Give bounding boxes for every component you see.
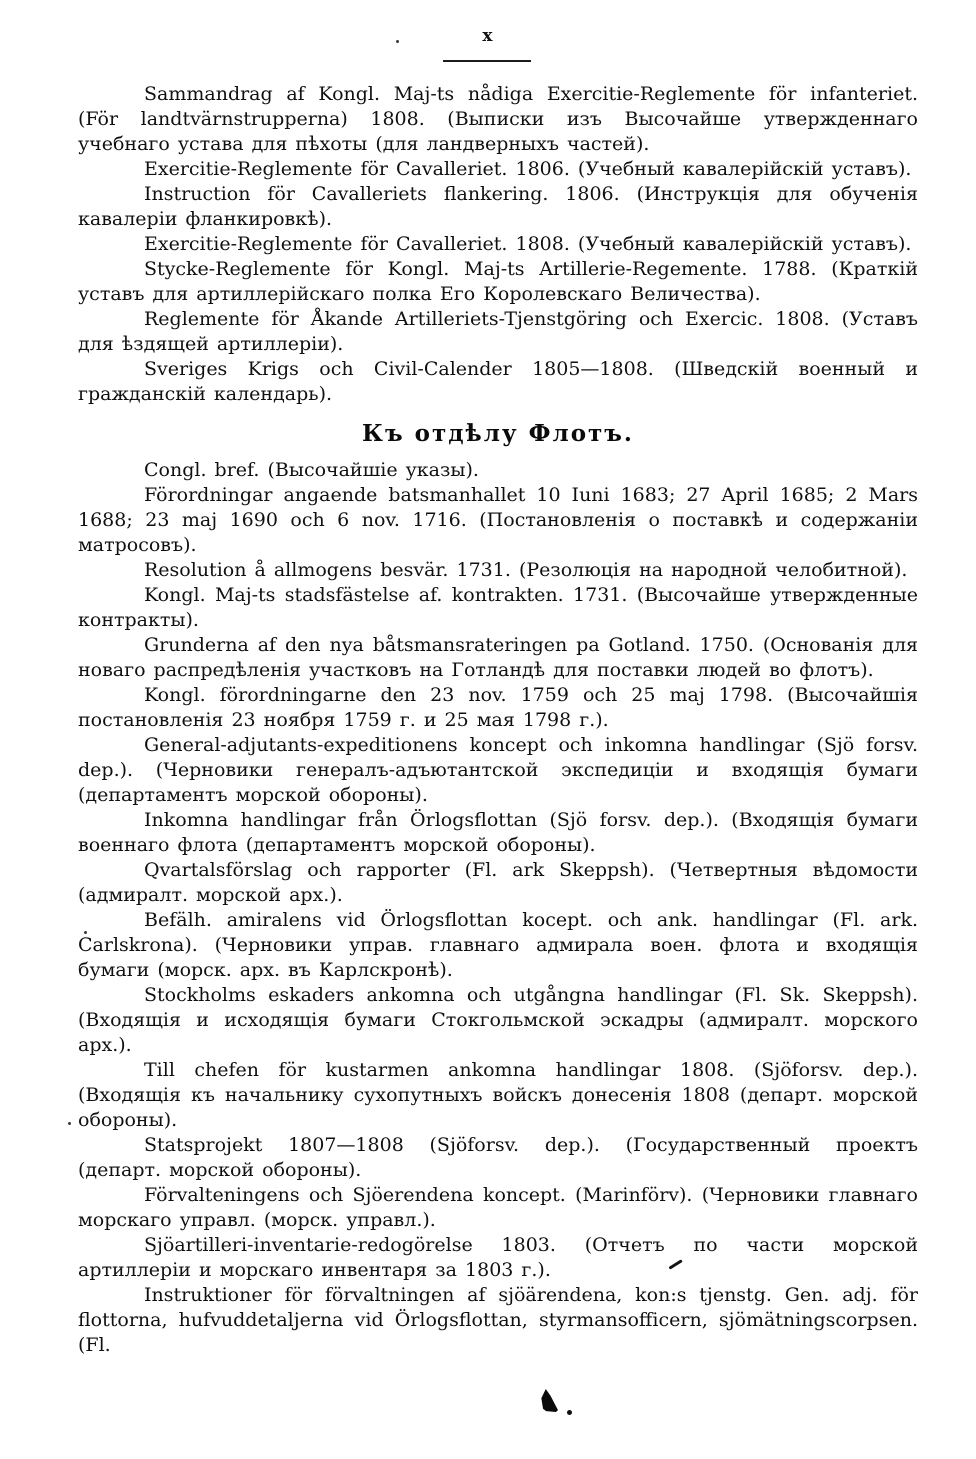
bibliography-entry: Statsprojekt 1807—1808 (Sjöforsv. dep.). (Государственный проектъ (департ. морской обороны). bbox=[78, 1134, 918, 1181]
bibliography-entry: Stycke-Reglemente för Kongl. Maj-ts Artillerie-Regemente. 1788. (Краткій уставъ для артиллерійскаго полка Его Королевскаго Величества). bbox=[78, 258, 918, 305]
page-content bbox=[78, 82, 918, 1358]
scan-speck bbox=[84, 931, 87, 934]
bibliography-entry: Kongl. förordningarne den 23 nov. 1759 och 25 maj 1798. (Высочайшія постановленія 23 ноября 1759 г. и 25 мая 1798 г.). bbox=[78, 684, 918, 731]
bibliography-entry: Förvalteningens och Sjöerendena koncept. (Marinförv). (Черновики главнаго морскаго управл. (морск. управл.). bbox=[78, 1184, 918, 1231]
bibliography-entry: Qvartalsförslag och rapporter (Fl. ark Skeppsh). (Четвертныя вѣдомости (адмиралт. морской арх.). bbox=[78, 859, 918, 906]
bibliography-entry: Stockholms eskaders ankomna och utgångna handlingar (Fl. Sk. Skeppsh). (Входящія и исходящія бумаги Стокгольмской эскадры (адмиралт. морского арх.). bbox=[78, 984, 918, 1056]
ink-blot-mark bbox=[541, 1389, 558, 1412]
bibliography-entry: Förordningar angaende batsmanhallet 10 Iuni 1683; 27 April 1685; 2 Mars 1688; 23 maj 1690 och 6 nov. 1716. (Постановленія о поставкѣ и содержаніи матросовъ). bbox=[78, 484, 918, 556]
bibliography-entry: Instruction för Cavalleriets flankering. 1806. (Инструкція для обученія кавалеріи фланкировкѣ). bbox=[78, 183, 918, 230]
section-fleet bbox=[78, 458, 918, 1358]
bibliography-entry: Reglemente för Åkande Artilleriets-Tjenstgöring och Exercic. 1808. (Уставъ для ѣздящей артиллеріи). bbox=[78, 308, 918, 355]
section-heading-fleet: Къ отдѣлу Флотъ. bbox=[362, 420, 634, 447]
scan-speck bbox=[396, 40, 399, 43]
bibliography-entry: Exercitie-Reglemente för Cavalleriet. 1808. (Учебный кавалерійскій уставъ). bbox=[144, 233, 912, 255]
bibliography-entry: Congl. bref. (Высочайшіе указы). bbox=[144, 459, 479, 481]
bibliography-entry: Sjöartilleri-inventarie-redogörelse 1803. (Отчетъ по части морской артиллеріи и морскаго инвентаря за 1803 г.). bbox=[78, 1234, 918, 1281]
section-land-forces bbox=[78, 82, 918, 407]
bibliography-entry: Grunderna af den nya båtsmansrateringen pa Gotland. 1750. (Основанія для новаго распредѣленія участковъ на Готландѣ для поставки людей во флотъ). bbox=[78, 634, 918, 681]
bibliography-entry: Instruktioner för förvaltningen af sjöärendena, kon:s tjenstg. Gen. adj. för flottorna, hufvuddetaljerna vid Örlogsflottan, styrmansofficern, sjömätningscorpsen. (Fl. bbox=[78, 1284, 918, 1356]
bibliography-entry: Exercitie-Reglemente för Cavalleriet. 1806. (Учебный кавалерійскій уставъ). bbox=[144, 158, 912, 180]
bibliography-entry: Befälh. amiralens vid Örlogsflottan kocept. och ank. handlingar (Fl. ark. Carlskrona). (Черновики управ. главнаго адмирала воен. флота и входящія бумаги (морск. арх. въ Карлскронѣ). bbox=[78, 909, 918, 981]
bibliography-entry: Resolution å allmogens besvär. 1731. (Резолюція на народной челобитной). bbox=[144, 559, 908, 581]
bibliography-entry: Till chefen för kustarmen ankomna handlingar 1808. (Sjöforsv. dep.). (Входящія къ начальнику сухопутныхъ войскъ донесенія 1808 (департ. морской обороны). bbox=[78, 1059, 918, 1131]
bibliography-entry: Inkomna handlingar från Örlogsflottan (Sjö forsv. dep.). (Входящія бумаги военнаго флота (департаментъ морской обороны). bbox=[78, 809, 918, 856]
bibliography-entry: Sveriges Krigs och Civil-Calender 1805—1808. (Шведскій военный и гражданскій календарь). bbox=[78, 358, 918, 405]
bibliography-entry: Kongl. Maj-ts stadsfästelse af. kontrakten. 1731. (Высочайше утвержденные контракты). bbox=[78, 584, 918, 631]
ink-dot-mark bbox=[567, 1410, 572, 1415]
scan-speck bbox=[68, 1122, 71, 1125]
page-number: x bbox=[482, 26, 494, 46]
bibliography-entry: General-adjutants-expeditionens koncept och inkomna handlingar (Sjö forsv. dep.). (Черновики генералъ-адъютантской экспедиціи и входящія бумаги (департаментъ морской обороны). bbox=[78, 734, 918, 806]
page-number-rule bbox=[443, 60, 531, 62]
bibliography-entry: Sammandrag af Kongl. Maj-ts nådiga Exercitie-Reglemente för infanteriet. (För landtvärnstrupperna) 1808. (Выписки изъ Высочайше утвержденнаго учебнаго устава для пѣхоты (для ландверныхъ частей). bbox=[78, 83, 918, 155]
